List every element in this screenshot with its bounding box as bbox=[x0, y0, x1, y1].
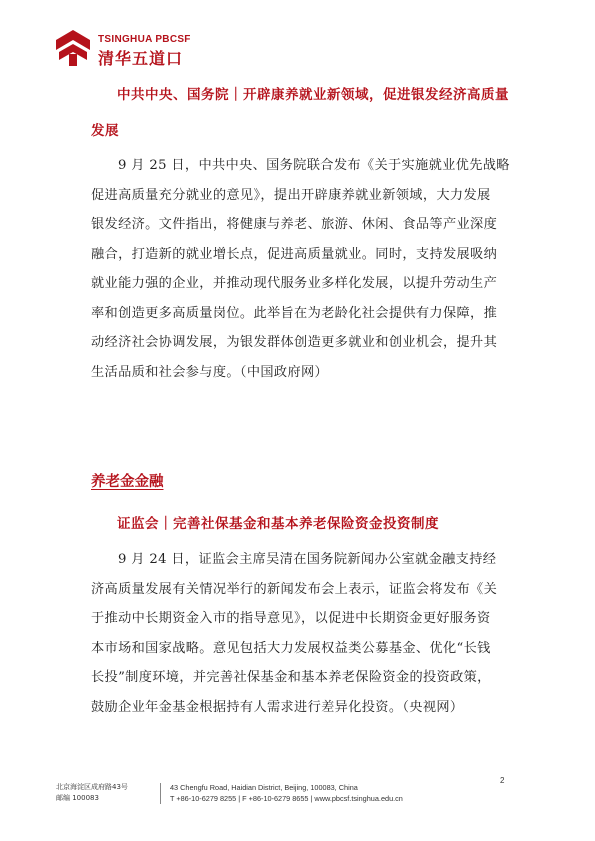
footer-address-cn-line1: 北京海淀区成府路43号 bbox=[56, 783, 128, 791]
article1-line: 促进高质量充分就业的意见》，提出开辟康养就业新领域，大力发展 bbox=[91, 187, 491, 203]
section-title: 养老金金融 bbox=[91, 474, 164, 490]
footer bbox=[56, 782, 546, 806]
footer-address-cn-line2: 邮编 100083 bbox=[56, 794, 99, 802]
footer-address-en-line: 43 Chengfu Road, Haidian District, Beijing, 100083, China bbox=[170, 783, 358, 792]
article1-line: 就业能力强的企业，并推动现代服务业多样化发展，以提升劳动生产 bbox=[91, 276, 498, 291]
article1-body bbox=[91, 151, 511, 387]
article1-heading-line1: 中共中央、国务院｜开辟康养就业新领域，促进银发经济高质量 bbox=[117, 87, 509, 103]
article1-line: 率和创造更多高质量岗位。此举旨在为老龄化社会提供有力保障，推 bbox=[91, 305, 498, 321]
article2-line: 本市场和国家战略。意见包括大力发展权益类公募基金、优化“长钱 bbox=[91, 640, 491, 656]
article1-line: 动经济社会协调发展，为银发群体创造更多就业和创业机会，提升其 bbox=[91, 335, 498, 350]
article2-heading: 证监会｜完善社保基金和基本养老保险资金投资制度 bbox=[117, 516, 439, 532]
article2-line: 长投”制度环境，并完善社保基金和基本养老保险资金的投资政策， bbox=[91, 670, 491, 685]
article1-line: 银发经济。文件指出，将健康与养老、旅游、休闲、食品等产业深度 bbox=[91, 217, 498, 232]
footer-address-cn bbox=[56, 782, 128, 804]
article1-line: 融合，打造新的就业增长点，促进高质量就业。同时，支持发展吸纳 bbox=[91, 246, 498, 262]
article1-line: 9 月 25 日，中共中央、国务院联合发布《关于实施就业优先战略 bbox=[118, 158, 510, 173]
footer-address-en bbox=[170, 782, 403, 804]
article2-line: 于推动中长期资金入市的指导意见》，以促进中长期资金更好服务资 bbox=[91, 611, 491, 626]
footer-contact-line: T +86-10-6279 8255 | F +86-10-6279 8655 | www.pbcsf.tsinghua.edu.cn bbox=[170, 794, 403, 803]
logo-text-en: TSINGHUA PBCSF bbox=[98, 34, 191, 45]
page-number: 2 bbox=[500, 776, 505, 785]
article2-body bbox=[91, 545, 511, 722]
footer-divider bbox=[160, 783, 161, 804]
logo-text-cn: 清华五道口 bbox=[98, 49, 184, 68]
article1-heading-line2: 发展 bbox=[91, 123, 119, 139]
tsinghua-pbcsf-logo-icon bbox=[54, 28, 92, 68]
article2-line: 9 月 24 日，证监会主席吴清在国务院新闻办公室就金融支持经 bbox=[118, 552, 497, 567]
article2-line: 济高质量发展有关情况举行的新闻发布会上表示，证监会将发布《关 bbox=[91, 581, 498, 597]
article1-line: 生活品质和社会参与度。（中国政府网） bbox=[91, 364, 329, 380]
logo bbox=[54, 28, 254, 72]
article2-line: 鼓励企业年金基金根据持有人需求进行差异化投资。（央视网） bbox=[91, 699, 464, 715]
